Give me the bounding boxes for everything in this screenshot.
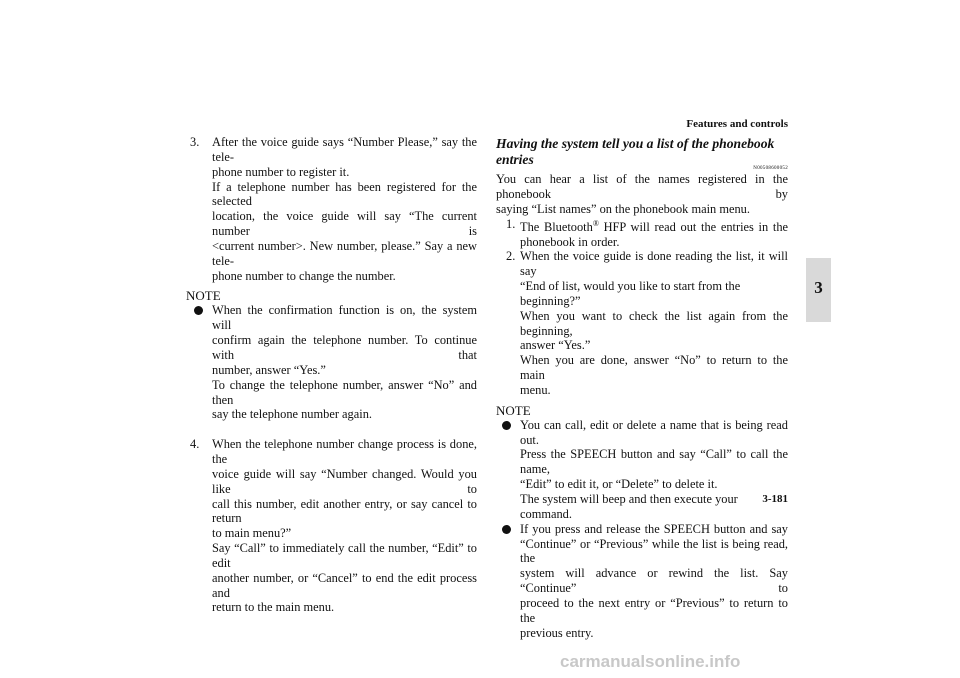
step-3: [188, 135, 477, 283]
text-line: You can call, edit or delete a name that is being read out.: [520, 417, 788, 447]
text-line: system will advance or rewind the list. Say “Continue” to: [520, 566, 788, 596]
section-title: entries: [496, 151, 534, 167]
registered-mark: ®: [592, 218, 599, 228]
page-number: 3-181: [762, 493, 788, 505]
text-line: saying “List names” on the phonebook main menu.: [496, 201, 750, 216]
step-2: [496, 249, 788, 397]
text-line: When you want to check the list again from the beginning,: [520, 308, 788, 338]
text-line: “Continue” or “Previous” while the list is being read, the: [520, 536, 788, 566]
text-line: Press the SPEECH button and say “Call” to call the name,: [520, 447, 788, 477]
text-line: menu.: [520, 382, 551, 397]
left-column: [188, 135, 477, 615]
text-part: HFP will read out the entries in the: [598, 219, 789, 234]
text-line: When the telephone number change process is done, the: [212, 437, 477, 467]
note-item: [188, 303, 477, 422]
note-label: NOTE: [496, 402, 531, 418]
chapter-number: 3: [814, 278, 823, 297]
text-line: When the confirmation function is on, the system will: [212, 303, 477, 333]
text-line: To change the telephone number, answer “No” and then: [212, 377, 477, 407]
text-line: If a telephone number has been registered for the selected: [212, 179, 477, 209]
text-line: <current number>. New number, please.” Say a new tele-: [212, 238, 477, 268]
text-line: If you press and release the SPEECH button and say: [520, 521, 788, 536]
text-line: [520, 217, 788, 235]
bullet-icon: [502, 421, 511, 430]
text-line: confirm again the telephone number. To continue with that: [212, 333, 477, 362]
step-1: [496, 217, 788, 250]
step-number: 3.: [190, 135, 200, 149]
text-line: “End of list, would you like to start from the beginning?”: [520, 279, 741, 308]
text-line: voice guide will say “Number changed. Would you like to: [212, 466, 477, 496]
text-line: to main menu?”: [212, 526, 292, 541]
text-line: You can hear a list of the names registered in the phonebook by: [496, 172, 788, 201]
section-title: Having the system tell you a list of the phonebook: [496, 136, 775, 151]
text-line: answer “Yes.”: [520, 338, 591, 353]
text-line: location, the voice guide will say “The current number is: [212, 209, 477, 239]
text-line: previous entry.: [520, 625, 594, 640]
text-part: The Bluetooth: [520, 219, 593, 234]
watermark-link[interactable]: carmanualsonline.info: [560, 652, 741, 671]
chapter-tab: [806, 258, 831, 322]
step-number: 2.: [506, 249, 516, 264]
text-line: call this number, edit another entry, or say cancel to return: [212, 496, 477, 526]
text-line: say the telephone number again.: [212, 407, 372, 422]
text-line: proceed to the next entry or “Previous” to return to the: [520, 595, 788, 625]
text-line: phonebook in order.: [520, 234, 620, 249]
text-line: After the voice guide says “Number Please,” say the tele-: [212, 135, 477, 164]
right-column: [496, 136, 788, 640]
bullet-icon: [194, 306, 203, 315]
text-line: “Edit” to edit it, or “Delete” to delete it.: [520, 477, 718, 492]
step-number: 4.: [190, 437, 200, 452]
text-line: phone number to change the number.: [212, 268, 396, 283]
text-line: When the voice guide is done reading the list, it will say: [520, 249, 788, 279]
step-number: 1.: [506, 216, 516, 231]
text-line: phone number to register it.: [212, 164, 350, 179]
text-line: return to the main menu.: [212, 600, 335, 615]
running-header: Features and controls: [686, 118, 788, 130]
text-line: When you are done, answer “No” to return to the main: [520, 353, 788, 383]
text-line: another number, or “Cancel” to end the edit process and: [212, 570, 477, 600]
note-label: NOTE: [186, 288, 221, 304]
bullet-icon: [502, 525, 511, 534]
note-item: [496, 522, 788, 641]
text-line: The system will beep and then execute your command.: [520, 492, 738, 521]
note-item: [496, 418, 788, 522]
section-code: N00508600052: [753, 166, 788, 171]
step-4: [188, 437, 477, 615]
text-line: Say “Call” to immediately call the number, “Edit” to edit: [212, 541, 477, 570]
text-line: number, answer “Yes.”: [212, 362, 326, 377]
